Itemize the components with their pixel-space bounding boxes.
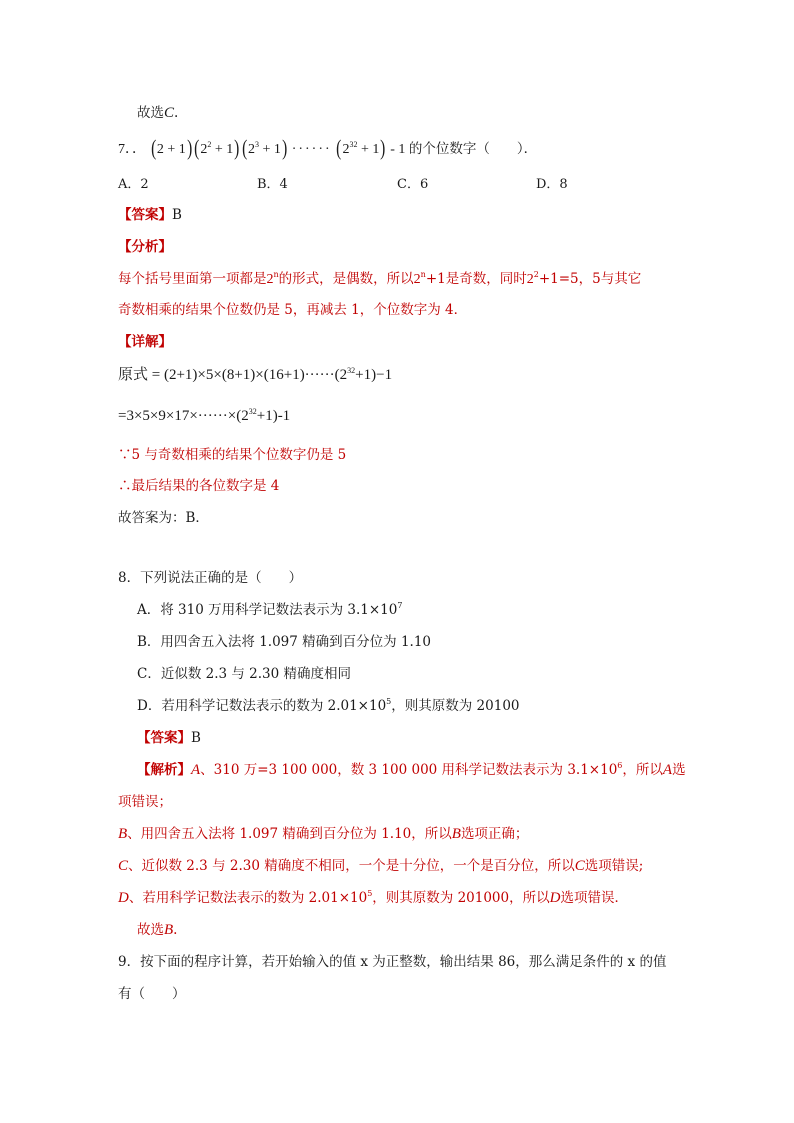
paren-close-3: ) — [281, 135, 288, 160]
opt-a-text: A．将 310 万用科学记数法表示为 3.1×10 — [137, 602, 398, 618]
final-prefix: 故选 — [137, 922, 164, 938]
q8-answer — [137, 728, 201, 748]
q7-option-c: C．6 — [397, 177, 429, 192]
detail2-expr-a: =3×5×9×17×······×(2 — [118, 408, 249, 424]
q7-analysis-line2: 奇数相乘的结果个位数仍是 5，再减去 1，个位数字为 4． — [118, 302, 468, 318]
q7-detail-line2 — [118, 406, 290, 426]
expr-minus-one: - 1 — [386, 142, 406, 157]
analysis-b-text2: 选项正确； — [460, 826, 529, 842]
q7-stem — [118, 135, 538, 160]
analysis-text-a: 每个括号里面第一项都是 — [118, 271, 267, 287]
final-letter: B — [164, 922, 174, 938]
q7-analysis-line1 — [118, 269, 641, 290]
answer-label: 【答案】 — [137, 730, 191, 746]
opt-d-text-c: ，则其原数为 20100 — [391, 698, 520, 714]
analysis-exp-3: 2 — [533, 270, 539, 279]
choose-prefix: 故选 — [137, 105, 164, 121]
q8-analysis-c — [118, 856, 643, 876]
analysis-text-j: +1=5，5与其它 — [538, 271, 642, 287]
paren-open-3: ( — [241, 135, 247, 160]
q7-expression: $(2 + 1)(2^2 + 1)(2^3 + 1)$ ······ $(2^{32} + 1) - 1$ — [150, 135, 406, 160]
q7-final-answer: 故答案为：B． — [118, 510, 209, 526]
detail-expr-c: +1)−1 — [355, 367, 393, 383]
detail2-exp: 32 — [248, 407, 257, 416]
expr-exp-2: 2 — [207, 140, 212, 149]
letter-b-2: B — [451, 826, 461, 842]
q9-stem-line1: 9．按下面的程序计算，若开始输入的值 x 为正整数，输出结果 86，那么满足条件的 x 的值 — [118, 954, 667, 970]
q8-analysis-a-line2: 项错误； — [118, 794, 172, 810]
q7-therefore: ∴最后结果的各位数字是 4 — [118, 478, 280, 494]
q8-stem: 8．下列说法正确的是（ ） — [118, 570, 303, 586]
q7-option-a: A．2 — [118, 177, 149, 192]
analysis-d-exp: 5 — [367, 889, 373, 898]
q8-analysis-d — [118, 888, 628, 908]
analysis-base-2: 2 — [413, 272, 421, 287]
expr-exp-3: 3 — [254, 140, 259, 149]
paren-open-1: ( — [150, 135, 156, 160]
paren-close-2: ) — [234, 135, 240, 160]
choose-letter: C — [164, 105, 175, 121]
expr-exp-4: 32 — [349, 140, 358, 149]
q7-because: ∵5 与奇数相乘的结果个位数字仍是 5 — [118, 447, 347, 463]
q7-detail-line1 — [118, 365, 392, 385]
previous-answer-conclusion — [137, 103, 178, 123]
answer-value: B — [172, 207, 182, 223]
letter-a-2: A — [662, 762, 673, 778]
paren-close-1: ) — [186, 135, 192, 160]
q8-option-c: C．近似数 2.3 与 2.30 精确度相同 — [137, 666, 352, 682]
detail2-expr-c: +1)-1 — [256, 408, 291, 424]
q7-answer — [118, 205, 182, 225]
q7-detail-label: 【详解】 — [118, 334, 172, 350]
q7-option-d: D．8 — [536, 177, 568, 192]
letter-a: A — [191, 762, 201, 778]
q8-option-a — [137, 600, 402, 620]
q8-option-b: B．用四舍五入法将 1.097 精确到百分位为 1.10 — [137, 634, 432, 650]
paren-open-4: ( — [336, 135, 342, 160]
q8-analysis-a-line1 — [137, 760, 686, 780]
paren-open-2: ( — [194, 135, 200, 160]
analysis-d-text3: 选项错误． — [560, 890, 628, 906]
letter-c: C — [118, 858, 129, 874]
analysis-c-text1: 、近似数 2.3 与 2.30 精确度不相同，一个是十分位，一个是百分位，所以 — [128, 858, 575, 874]
analysis-b-text1: 、用四舍五入法将 1.097 精确到百分位为 1.10，所以 — [127, 826, 452, 842]
detail-expr-a: 原式 = (2+1)×5×(8+1)×(16+1)······(2 — [118, 367, 348, 383]
answer-label: 【答案】 — [118, 207, 172, 223]
q7-number: 7．． — [118, 142, 146, 157]
paren-close-4: ) — [380, 135, 386, 160]
detail-exp: 32 — [347, 366, 356, 375]
choose-suffix: . — [174, 105, 179, 121]
analysis-a-text1: 、310 万=3 100 000，数 3 100 000 用科学记数法表示为 3.1×10 — [200, 762, 618, 778]
q8-analysis-b — [118, 824, 528, 844]
final-suffix: . — [173, 922, 178, 938]
analysis-exp: n — [273, 270, 279, 279]
q9-stem-line2: 有（ ） — [118, 986, 186, 1002]
analysis-label: 【解析】 — [137, 762, 191, 778]
letter-c-2: C — [574, 858, 585, 874]
q8-option-d — [137, 696, 520, 716]
opt-d-exp: 5 — [386, 697, 392, 706]
letter-b: B — [118, 826, 128, 842]
analysis-text-g: +1是奇数，同时 — [425, 271, 527, 287]
letter-d: D — [118, 890, 129, 906]
opt-a-exp: 7 — [397, 601, 403, 610]
analysis-base-3: 2 — [526, 272, 534, 287]
analysis-d-text1: 、若用科学记数法表示的数为 2.01×10 — [128, 890, 368, 906]
answer-value: B — [191, 730, 201, 746]
analysis-a-text3: 选 — [672, 762, 686, 778]
q8-final — [137, 920, 177, 940]
expr-term-1: 2 + 1 — [156, 142, 186, 157]
q7-tail: 的个位数字（ ）． — [408, 141, 538, 157]
analysis-a-exp: 6 — [617, 761, 623, 770]
analysis-c-text2: 选项错误; — [584, 858, 644, 874]
opt-d-text-a: D．若用科学记数法表示的数为 2.01×10 — [137, 698, 387, 714]
q7-option-b: B．4 — [257, 177, 288, 192]
analysis-base: 2 — [266, 272, 274, 287]
letter-d-2: D — [549, 890, 561, 906]
q7-analysis-label: 【分析】 — [118, 239, 172, 255]
analysis-d-text2: ，则其原数为 201000，所以 — [372, 890, 550, 906]
analysis-a-text2: ，所以 — [622, 762, 663, 778]
analysis-exp-2: n — [420, 270, 426, 279]
analysis-text-d: 的形式，是偶数，所以 — [278, 271, 414, 287]
expr-ellipsis: ······ — [291, 142, 332, 157]
